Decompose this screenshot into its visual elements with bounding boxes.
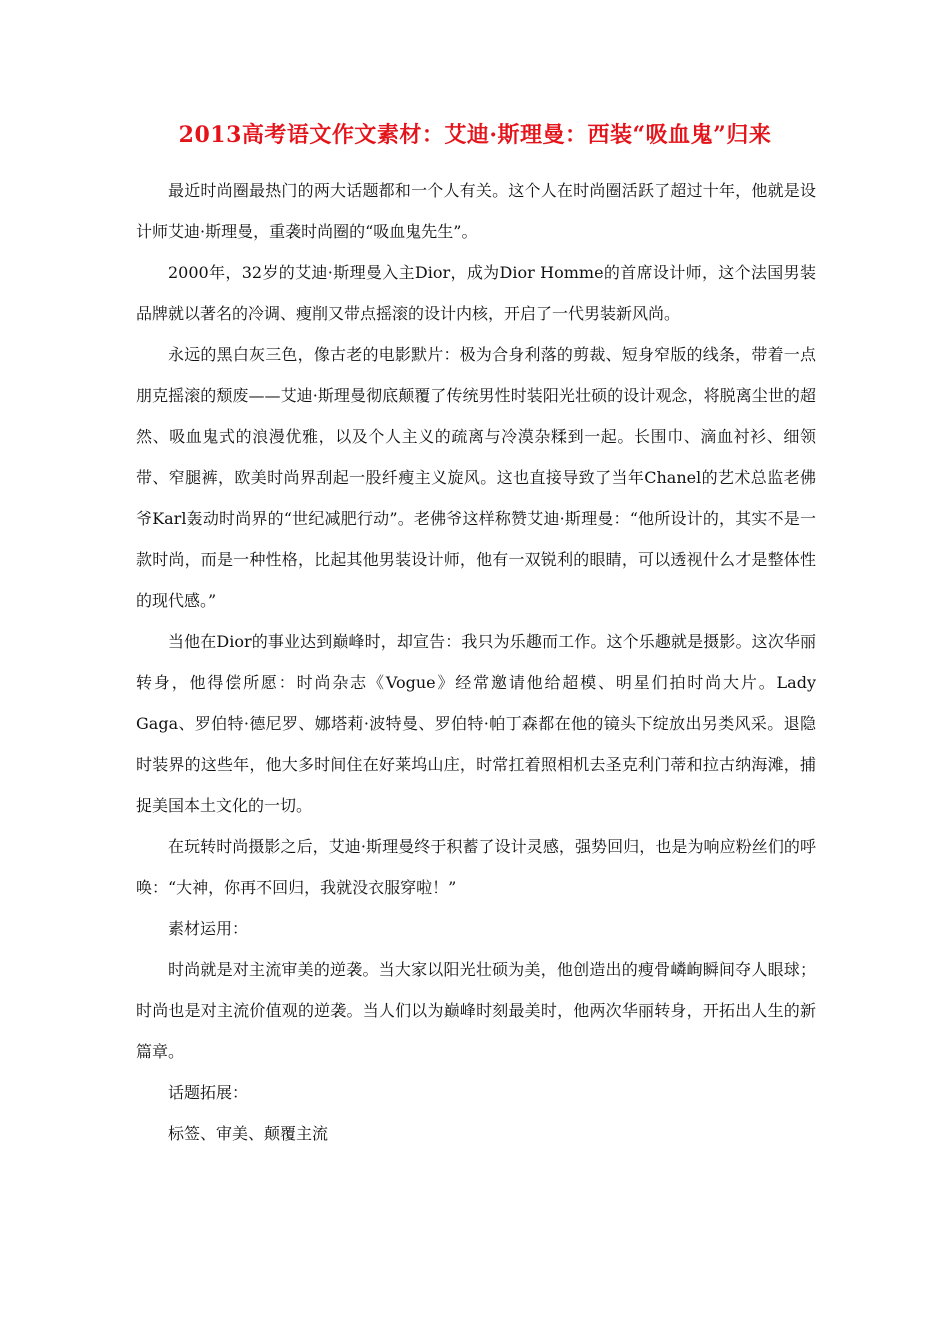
paragraph-intro: 最近时尚圈最热门的两大话题都和一个人有关。这个人在时尚圈活跃了超过十年，他就是设计师艾迪·斯理曼，重袭时尚圈的“吸血鬼先生”。 [136, 181, 816, 241]
paragraph-dior-2000: 2000年，32岁的艾迪·斯理曼入主Dior，成为Dior Homme的首席设计师，这个法国男装品牌就以著名的冷调、瘦削又带点摇滚的设计内核，开启了一代男装新风尚。 [136, 263, 816, 323]
usage-heading: 素材运用： [168, 919, 249, 938]
topic-text: 标签、审美、颠覆主流 [168, 1124, 329, 1143]
usage-text: 时尚就是对主流审美的逆袭。当大家以阳光壮硕为美，他创造出的瘦骨嶙峋瞬间夺人眼球；时尚也是对主流价值观的逆袭。当人们以为巅峰时刻最美时，他两次华丽转身，开拓出人生的新篇章。 [136, 960, 816, 1061]
paragraph-style: 永远的黑白灰三色，像古老的电影默片：极为合身利落的剪裁、短身窄版的线条，带着一点朋克摇滚的颓废——艾迪·斯理曼彻底颠覆了传统男性时装阳光壮硕的设计观念，将脱离尘世的超然、吸血鬼式的浪漫优雅，以及个人主义的疏离与冷漠杂糅到一起。长围巾、滴血衬衫、细领带、窄腿裤，欧美时尚界刮起一股纤瘦主义旋风。这也直接导致了当年Chanel的艺术总监老佛爷Karl轰动时尚界的“世纪减肥行动”。老佛爷这样称赞艾迪·斯理曼：“他所设计的，其实不是一款时尚，而是一种性格，比起其他男装设计师，他有一双锐利的眼睛，可以透视什么才是整体性的现代感。” [136, 345, 816, 610]
paragraph-photography: 当他在Dior的事业达到巅峰时，却宣告：我只为乐趣而工作。这个乐趣就是摄影。这次华丽转身，他得偿所愿：时尚杂志《Vogue》经常邀请他给超模、明星们拍时尚大片。Lady Gaga、罗伯特·德尼罗、娜塔莉·波特曼、罗伯特·帕丁森都在他的镜头下绽放出另类风采。退隐时装界的这些年，他大多时间住在好莱坞山庄，时常扛着照相机去圣克利门蒂和拉古纳海滩，捕捉美国本土文化的一切。 [136, 632, 816, 815]
document-title: 2013高考语文作文素材：艾迪·斯理曼：西装“吸血鬼”归来 [178, 122, 772, 148]
topic-heading: 话题拓展： [168, 1083, 249, 1102]
paragraph-return: 在玩转时尚摄影之后，艾迪·斯理曼终于积蓄了设计灵感，强势回归，也是为响应粉丝们的呼唤：“大神，你再不回归，我就没衣服穿啦！” [136, 837, 816, 897]
document-body [136, 170, 816, 1154]
